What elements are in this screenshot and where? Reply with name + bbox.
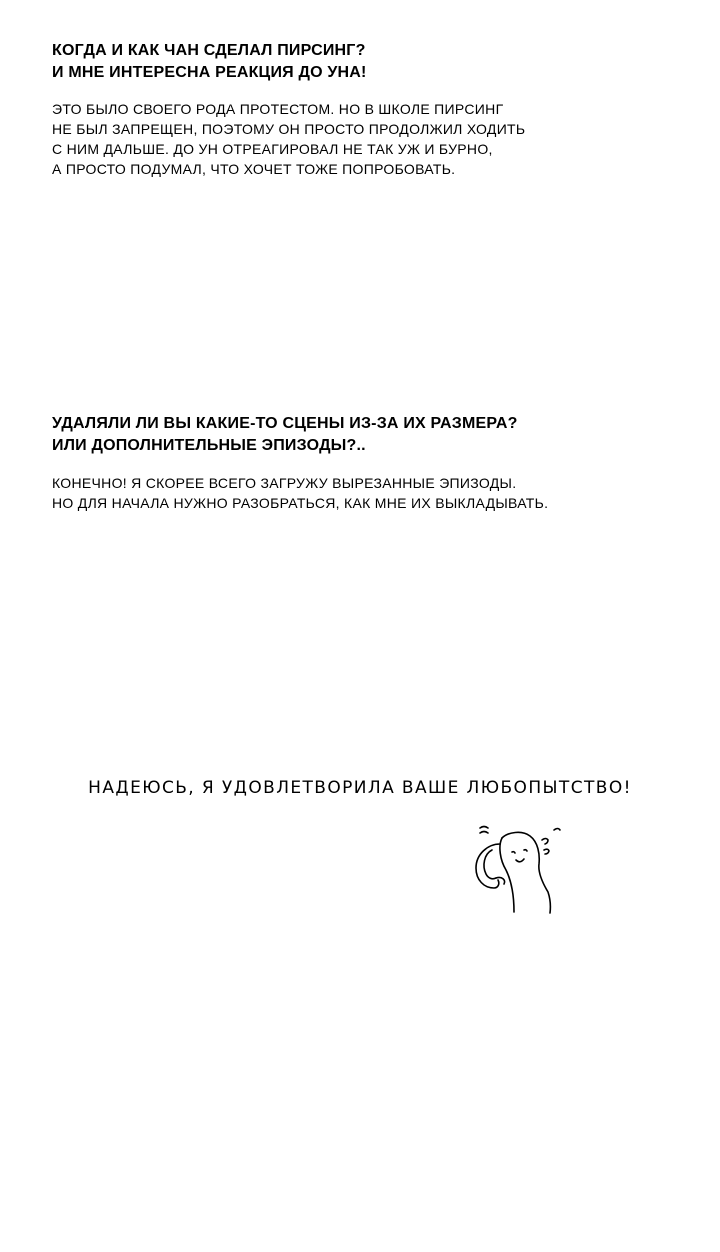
question-heading	[52, 413, 692, 457]
answer-text	[52, 99, 692, 179]
shy-character-doodle-icon	[462, 820, 572, 925]
question-line: УДАЛЯЛИ ЛИ ВЫ КАКИЕ-ТО СЦЕНЫ ИЗ-ЗА ИХ РАЗМЕРА?	[52, 415, 518, 432]
question-line: ИЛИ ДОПОЛНИТЕЛЬНЫЕ ЭПИЗОДЫ?..	[52, 437, 366, 454]
question-line: КОГДА И КАК ЧАН СДЕЛАЛ ПИРСИНГ?	[52, 42, 366, 59]
answer-line: А ПРОСТО ПОДУМАЛ, ЧТО ХОЧЕТ ТОЖЕ ПОПРОБОВАТЬ.	[52, 161, 456, 177]
closing-message: НАДЕЮСЬ, Я УДОВЛЕТВОРИЛА ВАШЕ ЛЮБОПЫТСТВО!	[88, 778, 632, 798]
answer-text	[52, 473, 692, 513]
answer-line: ЭТО БЫЛО СВОЕГО РОДА ПРОТЕСТОМ. НО В ШКОЛЕ ПИРСИНГ	[52, 101, 504, 117]
doodle-strokes	[476, 827, 560, 914]
answer-line: КОНЕЧНО! Я СКОРЕЕ ВСЕГО ЗАГРУЖУ ВЫРЕЗАННЫЕ ЭПИЗОДЫ.	[52, 475, 517, 491]
question-line: И МНЕ ИНТЕРЕСНА РЕАКЦИЯ ДО УНА!	[52, 64, 367, 81]
answer-line: С НИМ ДАЛЬШЕ. ДО УН ОТРЕАГИРОВАЛ НЕ ТАК УЖ И БУРНО,	[52, 141, 493, 157]
question-heading	[52, 40, 692, 84]
answer-line: НЕ БЫЛ ЗАПРЕЩЕН, ПОЭТОМУ ОН ПРОСТО ПРОДОЛЖИЛ ХОДИТЬ	[52, 121, 526, 137]
qa-block-piercing	[52, 40, 692, 179]
answer-line: НО ДЛЯ НАЧАЛА НУЖНО РАЗОБРАТЬСЯ, КАК МНЕ ИХ ВЫКЛАДЫВАТЬ.	[52, 495, 549, 511]
qa-block-deleted-scenes	[52, 413, 692, 513]
